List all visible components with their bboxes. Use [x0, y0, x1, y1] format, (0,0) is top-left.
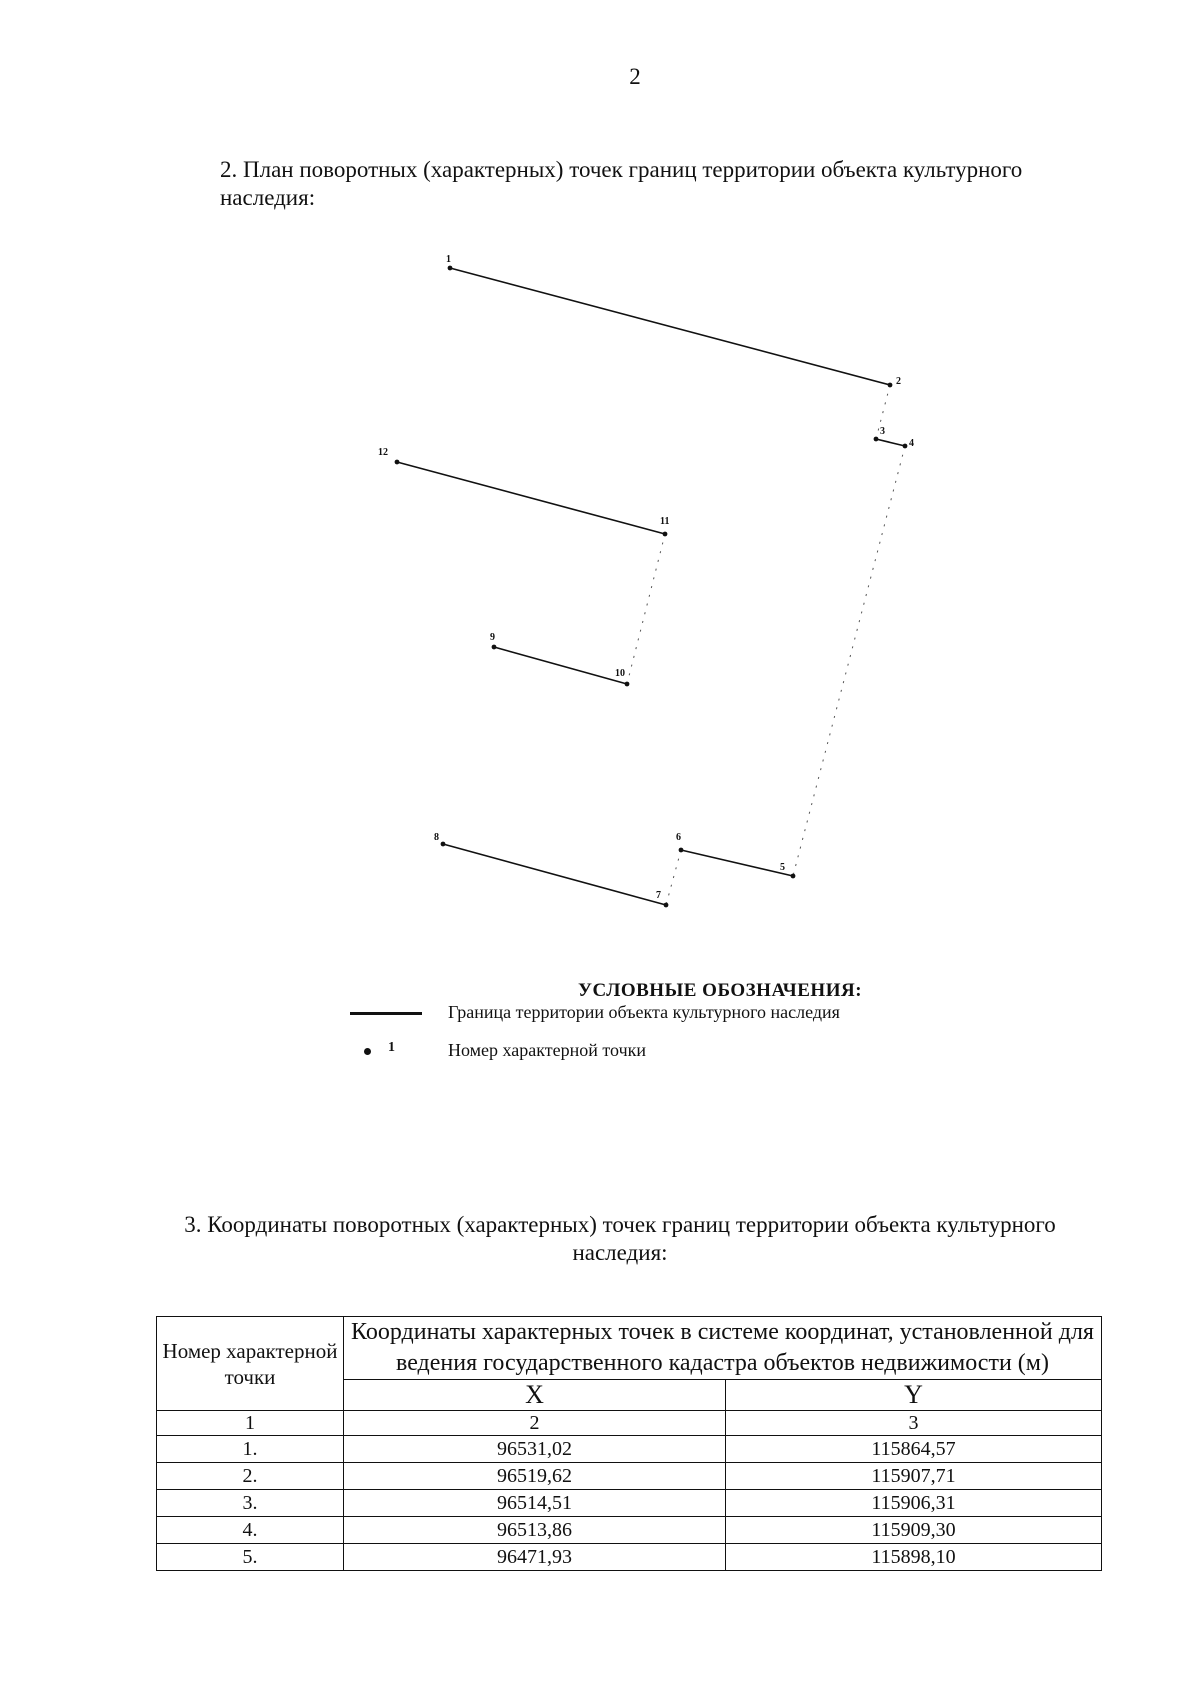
point-number-cell: 3. [157, 1490, 344, 1517]
y-cell: 115907,71 [726, 1463, 1102, 1490]
x-cell: 96519,62 [344, 1463, 726, 1490]
boundary-segment [450, 268, 890, 385]
table-row [157, 1436, 1102, 1463]
boundary-point-marker [663, 532, 668, 537]
boundary-segment [494, 647, 627, 684]
boundary-gap-segment [793, 446, 905, 876]
table-row [157, 1517, 1102, 1544]
header-y: Y [726, 1380, 1102, 1411]
x-cell: 96471,93 [344, 1544, 726, 1571]
point-number-cell: 4. [157, 1517, 344, 1544]
boundary-point-label: 8 [434, 832, 439, 843]
y-cell: 115898,10 [726, 1544, 1102, 1571]
boundary-point-marker [492, 645, 497, 650]
legend-boundary-label: Граница территории объекта культурного наследия [448, 1002, 840, 1022]
boundary-point-label: 6 [676, 832, 681, 843]
boundary-gap-segment [627, 534, 665, 684]
boundary-point-label: 11 [660, 516, 670, 527]
boundary-segment [681, 850, 793, 876]
boundary-segment [397, 462, 665, 534]
x-cell: 96514,51 [344, 1490, 726, 1517]
y-cell: 115906,31 [726, 1490, 1102, 1517]
boundary-point-label: 4 [909, 438, 914, 449]
legend-point-label: Номер характерной точки [448, 1040, 646, 1060]
y-cell: 115909,30 [726, 1517, 1102, 1544]
x-cell: 96531,02 [344, 1436, 726, 1463]
table-row [157, 1544, 1102, 1571]
boundary-line-symbol [350, 1012, 422, 1015]
point-number-cell: 2. [157, 1463, 344, 1490]
legend-title: УСЛОВНЫЕ ОБОЗНАЧЕНИЯ: [578, 980, 863, 1001]
boundary-point-marker [664, 903, 669, 908]
legend-row-boundary [350, 1002, 950, 1026]
boundary-point-marker [395, 460, 400, 465]
boundary-segment [443, 844, 666, 905]
boundary-point-label: 1 [446, 254, 451, 265]
header-x: X [344, 1380, 726, 1411]
boundary-point-label: 12 [378, 447, 388, 458]
boundary-point-label: 10 [615, 668, 625, 679]
column-number-row [157, 1411, 1102, 1436]
boundary-point-marker [448, 266, 453, 271]
boundary-segment [876, 439, 905, 446]
boundary-point-label: 9 [490, 632, 495, 643]
boundary-point-label: 2 [896, 376, 901, 387]
page-number: 2 [629, 64, 641, 89]
point-number-cell: 5. [157, 1544, 344, 1571]
plan-section-heading: 2. План поворотных (характерных) точек границ территории объекта культурного наследия: [220, 157, 1023, 210]
boundary-point-marker [791, 874, 796, 879]
coordinates-section-heading: 3. Координаты поворотных (характерных) точек границ территории объекта культурного наследия: [184, 1212, 1056, 1265]
point-number-cell: 1. [157, 1436, 344, 1463]
boundary-point-label: 5 [780, 862, 785, 873]
table-row [157, 1490, 1102, 1517]
point-dot-symbol [364, 1048, 371, 1055]
boundary-point-marker [888, 383, 893, 388]
boundary-point-label: 7 [656, 890, 661, 901]
point-number-symbol: 1 [388, 1040, 395, 1055]
column-number: 1 [157, 1411, 344, 1436]
x-cell: 96513,86 [344, 1517, 726, 1544]
legend-row-point [350, 1040, 950, 1064]
y-cell: 115864,57 [726, 1436, 1102, 1463]
table-row [157, 1463, 1102, 1490]
column-number: 2 [344, 1411, 726, 1436]
boundary-point-marker [903, 444, 908, 449]
boundary-gap-segment [666, 850, 681, 905]
column-number: 3 [726, 1411, 1102, 1436]
coordinates-table [156, 1316, 1102, 1571]
boundary-point-marker [625, 682, 630, 687]
boundary-point-marker [441, 842, 446, 847]
boundary-point-marker [679, 848, 684, 853]
boundary-point-label: 3 [880, 426, 885, 437]
header-point-number: Номер характерной точки [157, 1317, 344, 1411]
boundary-point-marker [874, 437, 879, 442]
header-coordinates: Координаты характерных точек в системе координат, установленной для ведения государственного кадастра объектов недвижимости (м) [344, 1317, 1102, 1380]
